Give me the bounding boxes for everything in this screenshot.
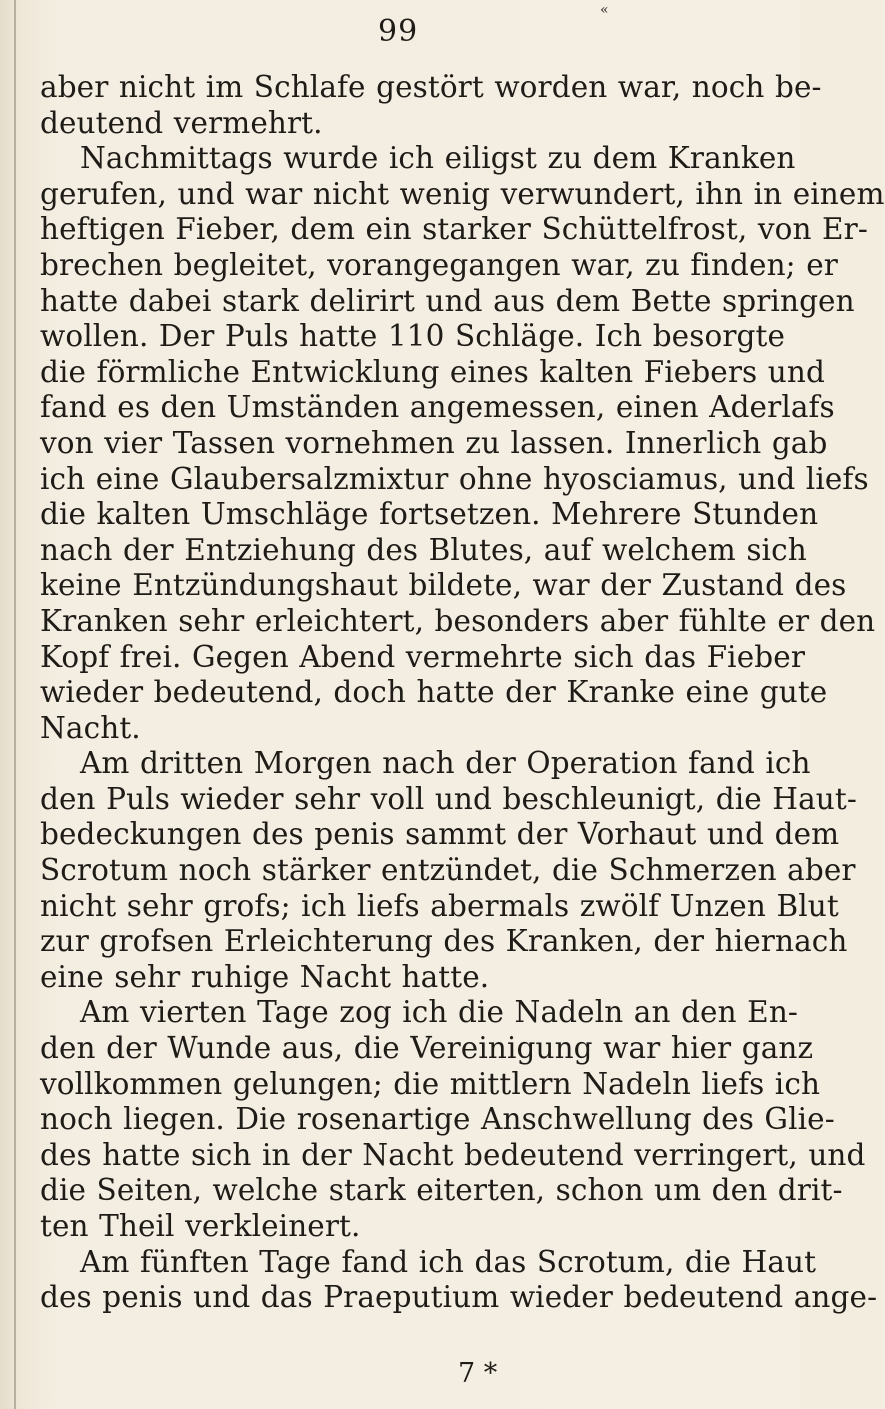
text-line: eine sehr ruhige Nacht hatte. [40, 959, 490, 994]
text-line: ich eine Glaubersalzmixtur ohne hyosciamus, und liefs [40, 461, 869, 496]
text-line: ten Theil verkleinert. [40, 1209, 361, 1243]
text-line: hatte dabei stark delirirt und aus dem Bette springen [40, 283, 855, 318]
text-line: die kalten Umschläge fortsetzen. Mehrere Stunden [40, 497, 819, 532]
page-number: 99 [378, 14, 419, 49]
text-line: des penis und das Praeputium wieder bedeutend ange- [40, 1280, 878, 1315]
text-line: Am vierten Tage zog ich die Nadeln an den En- [80, 995, 798, 1030]
text-line: nicht sehr grofs; ich liefs abermals zwölf Unzen Blut [40, 888, 839, 923]
text-line: nach der Entziehung des Blutes, auf welchem sich [40, 532, 807, 567]
text-line: von vier Tassen vornehmen zu lassen. Innerlich gab [40, 425, 828, 460]
text-line: die förmliche Entwicklung eines kalten Fiebers und [40, 354, 825, 389]
text-line: Nachmittags wurde ich eiligst zu dem Kranken [80, 141, 796, 176]
text-line: wieder bedeutend, doch hatte der Kranke eine gute [40, 675, 828, 710]
text-line: brechen begleitet, vorangegangen war, zu finden; er [40, 247, 838, 282]
corner-mark: « [600, 2, 609, 18]
text-line: vollkommen gelungen; die mittlern Nadeln liefs ich [40, 1066, 821, 1101]
text-line: gerufen, und war nicht wenig verwundert, ihn in einem [40, 176, 885, 211]
body-text [40, 70, 885, 1316]
text-line: Nacht. [40, 710, 141, 745]
text-line: den Puls wieder sehr voll und beschleunigt, die Haut- [40, 781, 857, 816]
text-line: fand es den Umständen angemessen, einen Aderlafs [40, 390, 835, 425]
text-line: den der Wunde aus, die Vereinigung war hier ganz [40, 1031, 814, 1066]
text-line: Kranken sehr erleichtert, besonders aber fühlte er den [40, 603, 876, 638]
text-line: wollen. Der Puls hatte 110 Schläge. Ich besorgte [40, 319, 786, 354]
text-line: Scrotum noch stärker entzündet, die Schmerzen aber [40, 853, 856, 888]
text-line: keine Entzündungshaut bildete, war der Zustand des [40, 568, 847, 603]
text-line: aber nicht im Schlafe gestört worden war, noch be- [40, 70, 822, 104]
text-line: des hatte sich in der Nacht bedeutend verringert, und [40, 1137, 866, 1172]
signature-mark: 7 * [458, 1358, 498, 1389]
text-line: deutend vermehrt. [40, 105, 323, 140]
binding-gutter [14, 0, 16, 1409]
text-line: heftigen Fieber, dem ein starker Schüttelfrost, von Er- [40, 212, 868, 247]
text-line: Am fünften Tage fand ich das Scrotum, die Haut [80, 1244, 817, 1279]
text-line: zur grofsen Erleichterung des Kranken, der hiernach [40, 924, 848, 959]
text-line: Am dritten Morgen nach der Operation fand ich [80, 746, 811, 781]
text-line: bedeckungen des penis sammt der Vorhaut und dem [40, 817, 840, 852]
text-line: die Seiten, welche stark eiterten, schon um den drit- [40, 1173, 843, 1208]
text-line: noch liegen. Die rosenartige Anschwellung des Glie- [40, 1102, 835, 1137]
text-line: Kopf frei. Gegen Abend vermehrte sich das Fieber [40, 639, 806, 674]
